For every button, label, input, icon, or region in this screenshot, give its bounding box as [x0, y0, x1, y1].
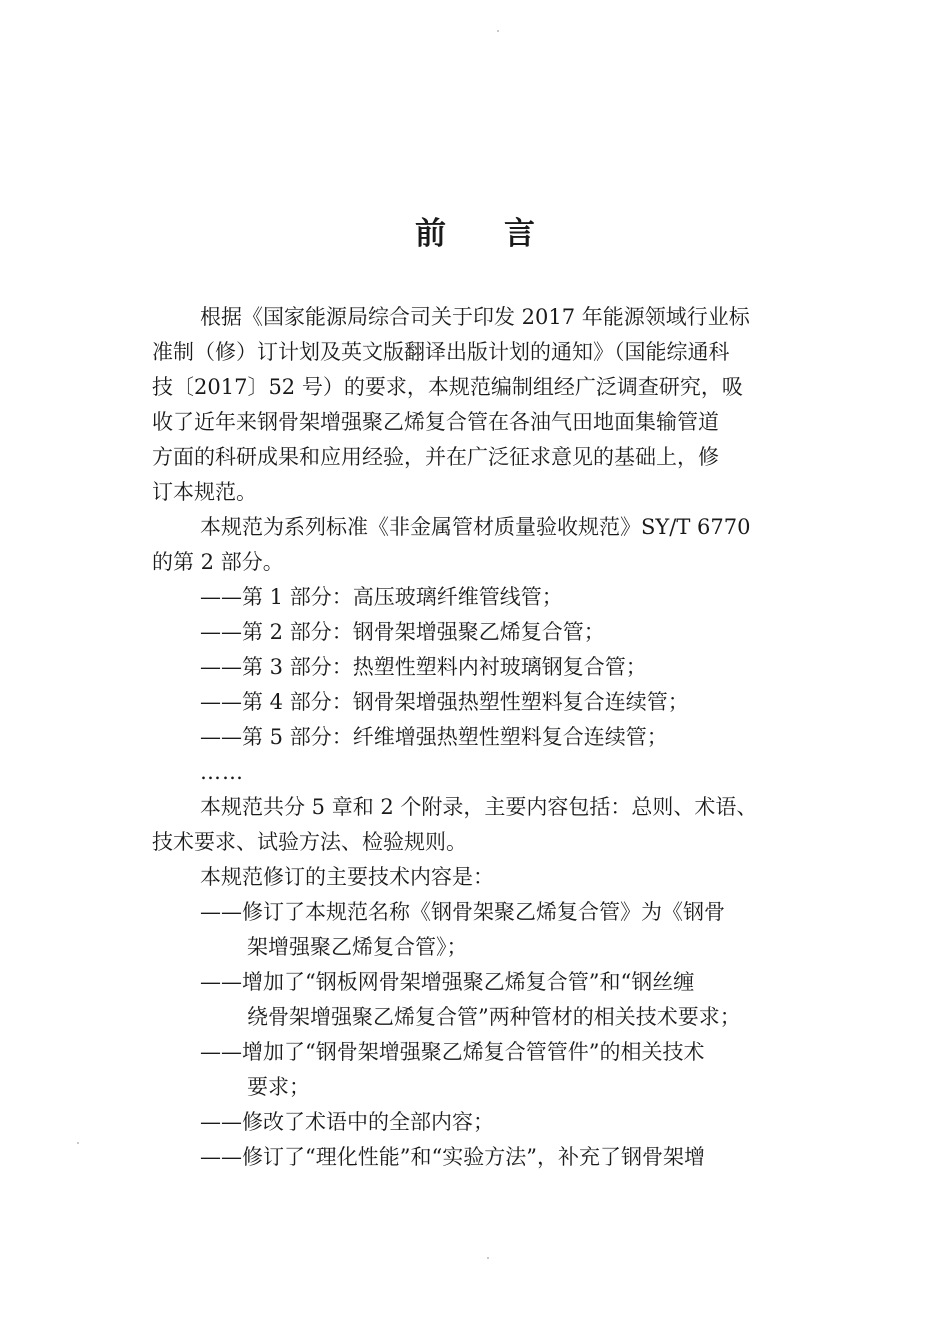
text-line: 订本规范。	[152, 480, 257, 504]
list-item-text: ——增加了“钢板网骨架增强聚乙烯复合管”和“钢丝缠	[200, 970, 695, 994]
list-item-change	[152, 1105, 800, 1140]
list-item-text: ——第 2 部分：钢骨架增强聚乙烯复合管；	[200, 620, 605, 644]
list-item-continuation: 绕骨架增强聚乙烯复合管”两种管材的相关技术要求；	[247, 1005, 741, 1029]
scan-speck	[487, 1257, 489, 1259]
text-line: 收了近年来钢骨架增强聚乙烯复合管在各油气田地面集输管道	[152, 410, 719, 434]
preface-body	[152, 300, 800, 1175]
text-line: 的第 2 部分。	[152, 550, 284, 574]
page-title	[0, 208, 950, 253]
title-char-2: 言	[504, 216, 535, 252]
ellipsis: ……	[200, 760, 244, 784]
list-item-part	[152, 720, 800, 755]
list-item-text: ——第 3 部分：热塑性塑料内衬玻璃钢复合管；	[200, 655, 647, 679]
text-line: 方面的科研成果和应用经验，并在广泛征求意见的基础上，修	[152, 445, 719, 469]
text-line: 本规范为系列标准《非金属管材质量验收规范》SY/T 6770	[200, 515, 751, 539]
list-item-change	[152, 1035, 800, 1105]
text-line: 根据《国家能源局综合司关于印发 2017 年能源领域行业标	[200, 305, 750, 329]
paragraph-contents	[152, 790, 800, 860]
list-item-part	[152, 615, 800, 650]
list-item-text: ——第 1 部分：高压玻璃纤维管线管；	[200, 585, 563, 609]
text-line: 技术要求、试验方法、检验规则。	[152, 830, 467, 854]
scan-speck	[497, 30, 499, 32]
paragraph-basis	[152, 300, 800, 510]
list-item-continuation: 要求；	[247, 1075, 310, 1099]
list-item-text: ——修改了术语中的全部内容；	[200, 1110, 494, 1134]
list-item-continuation: 架增强聚乙烯复合管》；	[247, 935, 468, 959]
text-line: 技〔2017〕52 号）的要求，本规范编制组经广泛调查研究，吸	[152, 375, 743, 399]
list-item-text: ——第 5 部分：纤维增强热塑性塑料复合连续管；	[200, 725, 668, 749]
list-item-part	[152, 580, 800, 615]
list-item-part	[152, 685, 800, 720]
list-item-change	[152, 895, 800, 965]
scan-speck	[77, 1142, 79, 1144]
list-item-part	[152, 650, 800, 685]
paragraph-changes-intro	[152, 860, 800, 895]
list-item-text: ——第 4 部分：钢骨架增强热塑性塑料复合连续管；	[200, 690, 689, 714]
list-item-change	[152, 965, 800, 1035]
text-line: 本规范共分 5 章和 2 个附录，主要内容包括：总则、术语、	[200, 795, 758, 819]
text-line: 本规范修订的主要技术内容是：	[200, 865, 494, 889]
paragraph-series	[152, 510, 800, 580]
list-item-text: ——增加了“钢骨架增强聚乙烯复合管管件”的相关技术	[200, 1040, 705, 1064]
list-item-change	[152, 1140, 800, 1175]
list-item-text: ——修订了本规范名称《钢骨架聚乙烯复合管》为《钢骨	[200, 900, 725, 924]
list-item-text: ——修订了“理化性能”和“实验方法”，补充了钢骨架增	[200, 1145, 705, 1169]
text-line: 准制（修）订计划及英文版翻译出版计划的通知》（国能综通科	[152, 340, 730, 364]
title-char-1: 前	[415, 216, 446, 252]
